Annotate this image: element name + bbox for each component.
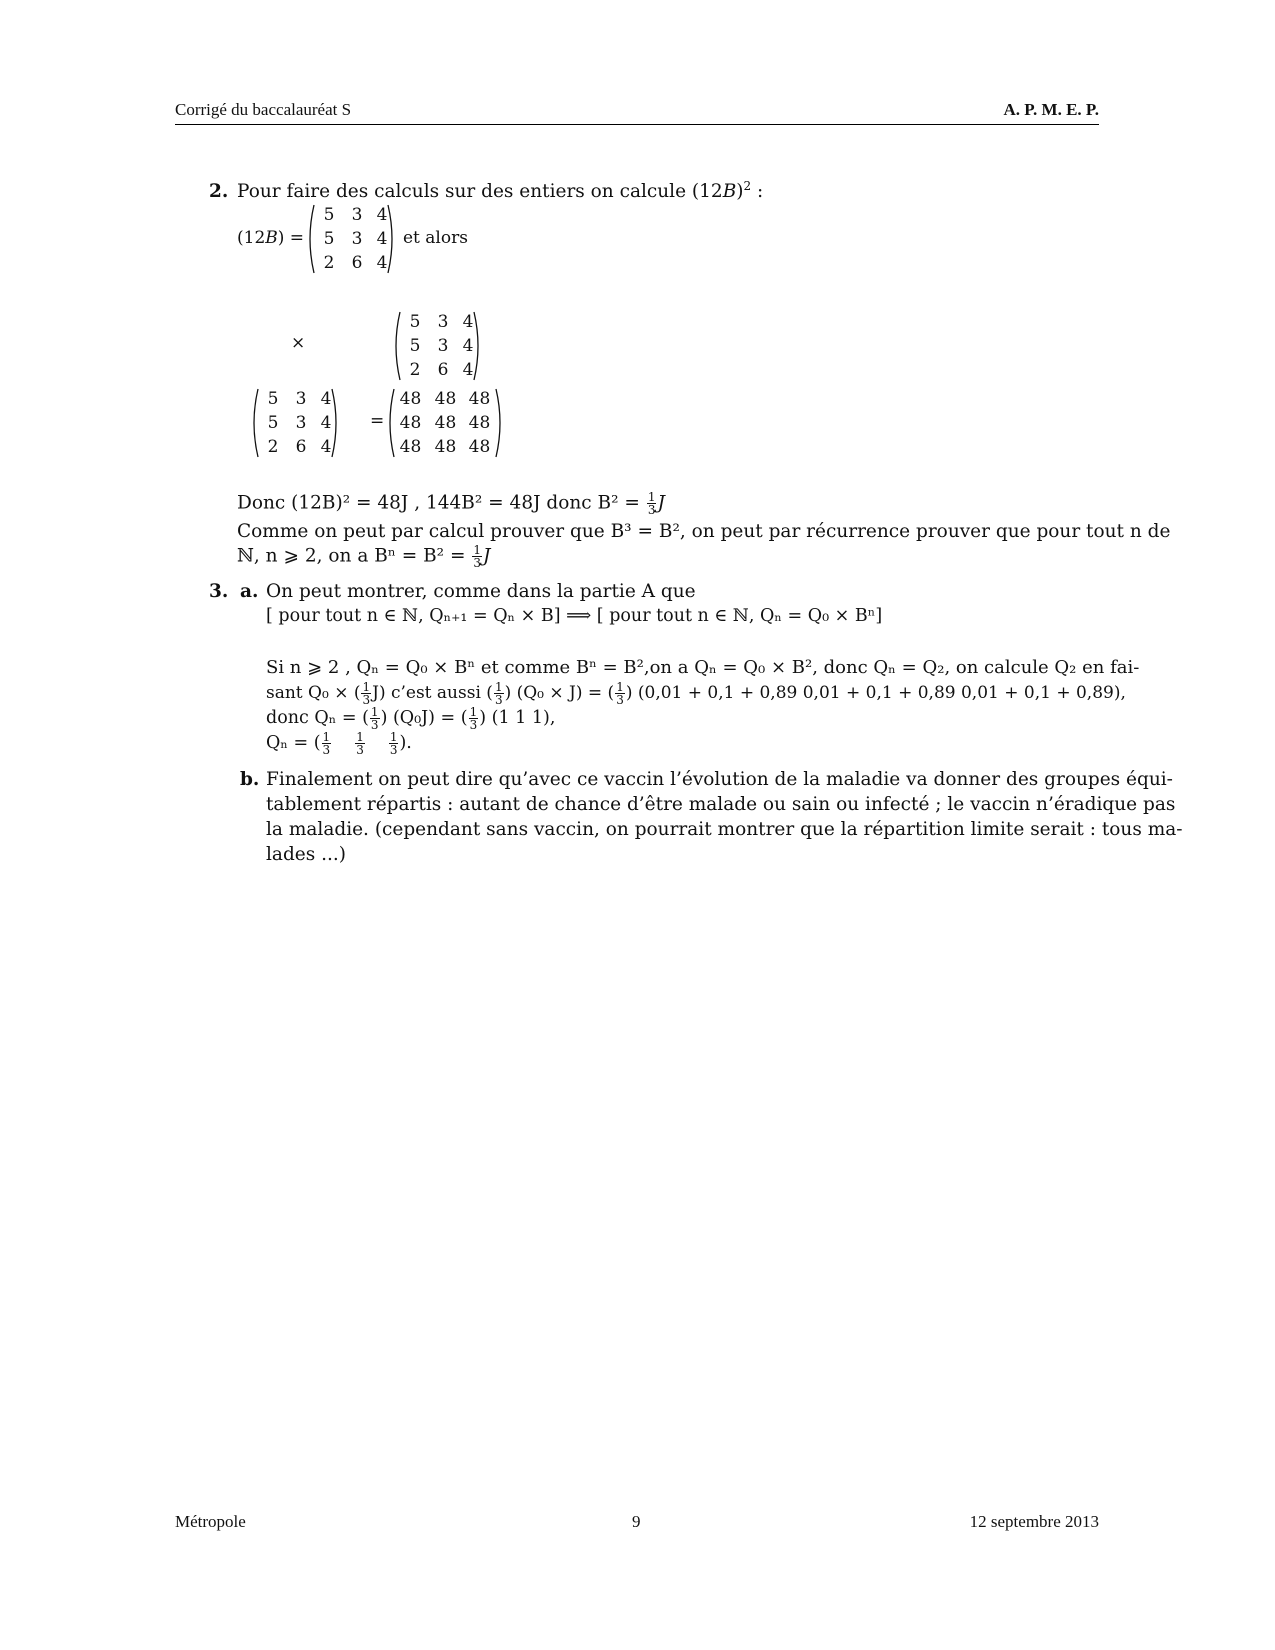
matrix-cell: 3 bbox=[351, 229, 363, 249]
item-3b-line-2: tablement répartis : autant de chance d’être malade ou sain ou infecté ; le vaccin n’éradique pas bbox=[266, 794, 1176, 815]
fraction-one-third: $\frac{1}{3}$ bbox=[370, 705, 379, 732]
matrix-cell: 4 bbox=[462, 360, 474, 380]
matrix-cell: 5 bbox=[323, 205, 335, 225]
matrix-cell: 4 bbox=[376, 229, 388, 249]
matrix-right-factor-cells bbox=[401, 310, 479, 382]
matrix-cell: 48 bbox=[468, 389, 491, 409]
matrix-cell: 48 bbox=[434, 437, 457, 457]
item-3b-label: b. bbox=[240, 769, 260, 790]
item-3b-line-3: la maladie. (cependant sans vaccin, on pourrait montrer que la répartition limite serait : tous ma- bbox=[266, 819, 1183, 840]
item-3b-line-1: Finalement on peut dire qu’avec ce vaccin l’évolution de la maladie va donner des groupes équi- bbox=[266, 769, 1173, 790]
matrix-12B bbox=[305, 203, 397, 275]
fraction-one-third: $\frac{1}{3}$ bbox=[362, 680, 371, 707]
fraction-one-third: $\frac{1}{3}$ bbox=[356, 730, 364, 757]
matrix-left-factor bbox=[249, 387, 341, 459]
et-alors-text: et alors bbox=[403, 228, 468, 248]
matrix-cell: 4 bbox=[376, 205, 388, 225]
donc-line: Donc (12B)² = 48J , 144B² = 48J donc B² = $\frac{1}{3}$ J bbox=[237, 490, 665, 517]
fraction-one-third: $\frac{1}{3}$ bbox=[469, 705, 478, 732]
item-3a-line-2: [ pour tout n ∈ ℕ, Qₙ₊₁ = Qₙ × B] ⟹ [ pour tout n ∈ ℕ, Qₙ = Q₀ × Bⁿ] bbox=[266, 606, 883, 626]
matrix-cell: 2 bbox=[323, 253, 335, 273]
times-symbol: × bbox=[291, 333, 306, 353]
fraction-one-third: $\frac{1}{3}$ bbox=[473, 543, 481, 570]
matrix-12B-label: (12B) = bbox=[237, 228, 305, 248]
footer-date: 12 septembre 2013 bbox=[969, 1512, 1099, 1531]
matrix-cell: 5 bbox=[267, 389, 279, 409]
header-org: A. P. M. E. P. bbox=[1003, 100, 1099, 119]
footer-page-number: 9 bbox=[632, 1512, 641, 1531]
matrix-cell: 48 bbox=[434, 413, 457, 433]
footer-location: Métropole bbox=[175, 1512, 246, 1531]
header-rule bbox=[175, 124, 1099, 125]
matrix-cell: 4 bbox=[376, 253, 388, 273]
matrix-cell: 2 bbox=[409, 360, 421, 380]
si-line: Si n ⩾ 2 , Qₙ = Q₀ × Bⁿ et comme Bⁿ = B²,on a Qₙ = Q₀ × B², donc Qₙ = Q₂, on calcule Q₂ en fai- bbox=[266, 657, 1140, 678]
fraction-one-third: $\frac{1}{3}$ bbox=[389, 730, 398, 757]
comme-line-1: Comme on peut par calcul prouver que B³ = B², on peut par récurrence prouver que pour tout n de bbox=[237, 521, 1171, 542]
item-2-number: 2. bbox=[209, 181, 229, 202]
matrix-cell: 4 bbox=[320, 413, 332, 433]
matrix-cell: 5 bbox=[409, 336, 421, 356]
sant-line: sant Q₀ × ( $\frac{1}{3}$ J) c’est aussi ( $\frac{1}{3}$ ) (Q₀ × J) = ( $\frac{1}{3}$ ) (0,01 + 0,1 + 0,89 0,01 + 0,1 + 0,89 0,01 + 0,1 + 0,89), bbox=[266, 680, 1126, 707]
matrix-cell: 3 bbox=[437, 312, 449, 332]
matrix-cell: 48 bbox=[434, 389, 457, 409]
matrix-cell: 3 bbox=[351, 205, 363, 225]
matrix-12B-cells bbox=[315, 203, 393, 275]
matrix-cell: 48 bbox=[399, 437, 422, 457]
matrix-cell: 4 bbox=[462, 336, 474, 356]
matrix-cell: 4 bbox=[320, 389, 332, 409]
matrix-cell: 5 bbox=[267, 413, 279, 433]
matrix-cell: 48 bbox=[399, 413, 422, 433]
matrix-cell: 5 bbox=[409, 312, 421, 332]
comme-line-2: ℕ, n ⩾ 2, on a Bⁿ = B² = $\frac{1}{3}$ J bbox=[237, 543, 491, 570]
matrix-left-factor-cells bbox=[259, 387, 337, 459]
donc-qn-line: donc Qₙ = ( $\frac{1}{3}$ ) (Q₀J) = ( $\frac{1}{3}$ ) (1 1 1), bbox=[266, 705, 556, 732]
fraction-one-third: $\frac{1}{3}$ bbox=[647, 490, 656, 517]
matrix-cell: 4 bbox=[462, 312, 474, 332]
item-3a-line-1: On peut montrer, comme dans la partie A que bbox=[266, 581, 696, 602]
matrix-product-cells bbox=[393, 387, 496, 459]
matrix-cell: 4 bbox=[320, 437, 332, 457]
matrix-product bbox=[385, 387, 505, 459]
item-2-intro: Pour faire des calculs sur des entiers on calcule $(12B)^2$ : bbox=[237, 179, 764, 202]
matrix-cell: 6 bbox=[437, 360, 449, 380]
item-3b-line-4: lades ...) bbox=[266, 844, 346, 865]
item-3a-label: a. bbox=[240, 581, 259, 602]
matrix-cell: 48 bbox=[468, 413, 491, 433]
matrix-cell: 48 bbox=[468, 437, 491, 457]
matrix-cell: 3 bbox=[295, 413, 307, 433]
equals-symbol: = bbox=[370, 411, 385, 431]
qn-result-line: Qₙ = ( $\frac{1}{3}$ $\frac{1}{3}$ $\frac{1}{3}$ ). bbox=[266, 730, 412, 757]
fraction-one-third: $\frac{1}{3}$ bbox=[616, 680, 624, 707]
matrix-cell: 3 bbox=[437, 336, 449, 356]
fraction-one-third: $\frac{1}{3}$ bbox=[494, 680, 503, 707]
item-3-number: 3. bbox=[209, 581, 229, 602]
matrix-right-factor bbox=[391, 310, 483, 382]
matrix-cell: 5 bbox=[323, 229, 335, 249]
matrix-cell: 48 bbox=[399, 389, 422, 409]
matrix-cell: 2 bbox=[267, 437, 279, 457]
header-title: Corrigé du baccalauréat S bbox=[175, 100, 352, 119]
matrix-cell: 6 bbox=[295, 437, 307, 457]
fraction-one-third: $\frac{1}{3}$ bbox=[322, 730, 331, 757]
matrix-cell: 6 bbox=[351, 253, 363, 273]
matrix-cell: 3 bbox=[295, 389, 307, 409]
